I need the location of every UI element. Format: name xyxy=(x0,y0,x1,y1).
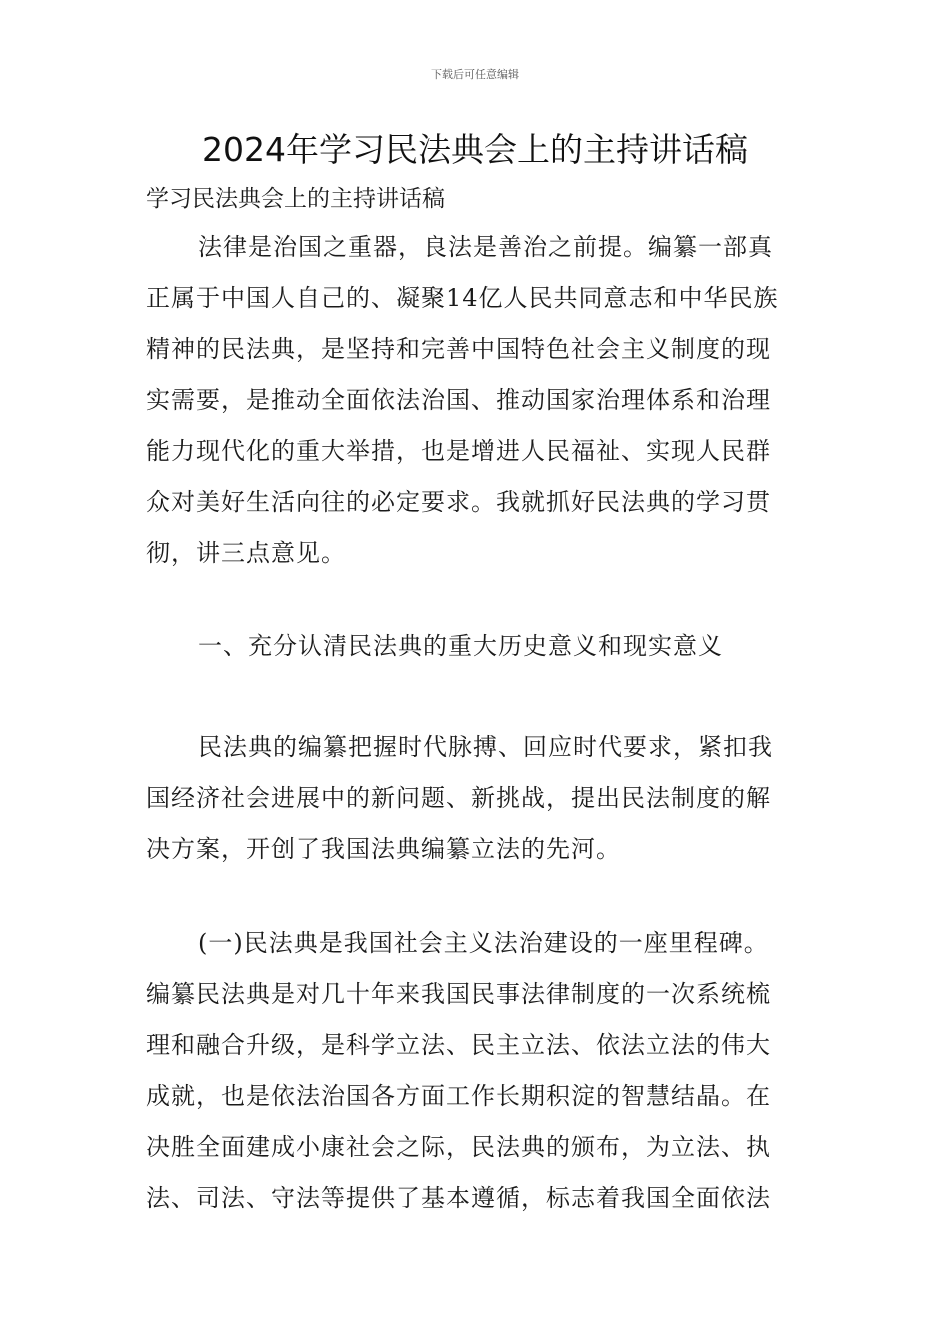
text-line: 一、充分认清民法典的重大历史意义和现实意义 xyxy=(198,632,723,660)
text-line: 决方案，开创了我国法典编纂立法的先河。 xyxy=(146,835,621,863)
section-heading-1 xyxy=(146,621,814,672)
text-line: 彻，讲三点意见。 xyxy=(146,539,346,567)
header-note: 下载后可任意编辑 xyxy=(431,68,519,81)
paragraph-section-1 xyxy=(146,722,814,875)
text-line: 实需要，是推动全面依法治国、推动国家治理体系和治理 xyxy=(146,386,771,414)
document-title: 2024年学习民法典会上的主持讲话稿 xyxy=(202,130,748,169)
text-line: 法律是治国之重器，良法是善治之前提。编纂一部真 xyxy=(198,233,773,261)
text-line: 法、司法、守法等提供了基本遵循，标志着我国全面依法 xyxy=(146,1184,771,1212)
text-line: 编纂民法典是对几十年来我国民事法律制度的一次系统梳 xyxy=(146,980,771,1008)
document-subtitle: 学习民法典会上的主持讲话稿 xyxy=(146,186,445,212)
text-line: 众对美好生活向往的必定要求。我就抓好民法典的学习贯 xyxy=(146,488,771,516)
paragraph-intro xyxy=(146,222,814,579)
text-line: 正属于中国人自己的、凝聚14亿人民共同意志和中华民族 xyxy=(146,284,779,312)
text-line: 决胜全面建成小康社会之际，民法典的颁布，为立法、执 xyxy=(146,1133,771,1161)
text-line: 能力现代化的重大举措，也是增进人民福祉、实现人民群 xyxy=(146,437,771,465)
text-line: 成就，也是依法治国各方面工作长期积淀的智慧结晶。在 xyxy=(146,1082,771,1110)
text-line: (一)民法典是我国社会主义法治建设的一座里程碑。 xyxy=(198,929,769,957)
text-line: 国经济社会进展中的新问题、新挑战，提出民法制度的解 xyxy=(146,784,771,812)
text-line: 民法典的编纂把握时代脉搏、回应时代要求，紧扣我 xyxy=(198,733,773,761)
text-line: 理和融合升级，是科学立法、民主立法、依法立法的伟大 xyxy=(146,1031,771,1059)
text-line: 精神的民法典，是坚持和完善中国特色社会主义制度的现 xyxy=(146,335,771,363)
paragraph-subsection-1 xyxy=(146,918,814,1224)
